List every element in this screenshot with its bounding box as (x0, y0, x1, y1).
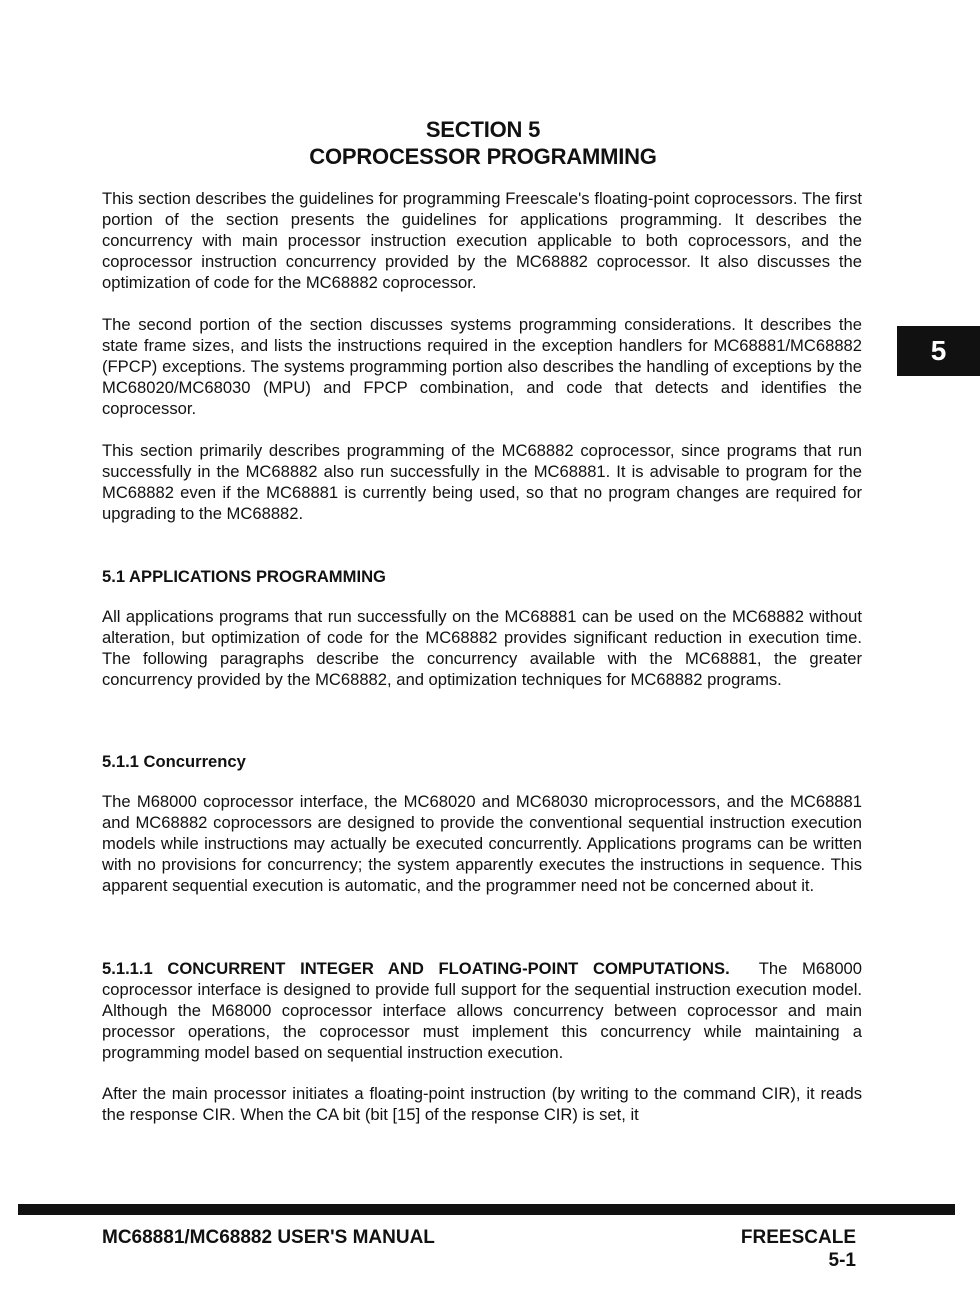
heading-concurrency: 5.1.1 Concurrency (102, 752, 246, 771)
intro-paragraph-2: The second portion of the section discusses systems programming considerations. It describes the state frame sizes, and lists the instructions required in the exception handlers for MC68881/MC68882 (FPCP) exceptions. The systems programming portion also describes the handling of exceptions by the MC68020/MC68030 (MPU) and FPCP combination, and code that detects and identifies the coprocessor. (102, 315, 862, 418)
concurrency-paragraph: The M68000 coprocessor interface, the MC68020 and MC68030 microprocessors, and the MC68881 and MC68882 coprocessors are designed to provide the conventional sequential instruction execution models while instructions may actually be executed concurrently. Applications programs can be written with no provisions for concurrency; the system apparently executes the instructions in sequence. This apparent sequential execution is automatic, and the programmer need not be concerned about it. (102, 792, 862, 895)
applications-paragraph: All applications programs that run successfully on the MC68881 can be used on the MC68882 without alteration, but optimization of code for the MC68882 provides significant reduction in execution time. The following paragraphs describe the concurrency available with the MC68881, the greater concurrency provided by the MC68882, and optimization techniques for MC68882 programs. (102, 607, 862, 689)
footer-company: FREESCALE (740, 1227, 856, 1248)
heading-applications-programming: 5.1 APPLICATIONS PROGRAMMING (102, 567, 386, 586)
footer-manual-title: MC68881/MC68882 USER'S MANUAL (102, 1227, 435, 1248)
footer-page-number: 5-1 (828, 1250, 856, 1271)
intro-paragraph-1: This section describes the guidelines for programming Freescale's floating-point coprocessors. The first portion of the section presents the guidelines for applications programming. It describes the concurrency with main processor instruction execution applicable to both coprocessors, and the coprocessor instruction concurrency provided by the MC68882 coprocessor. It also discusses the optimization of code for the MC68882 coprocessor. (102, 189, 862, 292)
section-tab-marker: 5 (897, 326, 980, 376)
footer-divider (18, 1204, 955, 1215)
section-number: SECTION 5 (425, 117, 541, 142)
heading-concurrent-computations: 5.1.1.1 CONCURRENT INTEGER AND FLOATING-POINT COMPUTATIONS. (102, 959, 730, 978)
section-title (0, 116, 966, 170)
footer-right-block (700, 1226, 856, 1272)
concurrent-computations-paragraph (102, 958, 862, 1063)
response-cir-paragraph: After the main processor initiates a floating-point instruction (by writing to the command CIR), it reads the response CIR. When the CA bit (bit [15] of the response CIR) is set, it (102, 1084, 862, 1124)
intro-paragraph-3: This section primarily describes programming of the MC68882 coprocessor, since programs that run successfully in the MC68882 also run successfully in the MC68881. It is advisable to program for the MC68882 even if the MC68881 is currently being used, so that no program changes are required for upgrading to the MC68882. (102, 441, 862, 523)
section-heading: COPROCESSOR PROGRAMMING (309, 144, 657, 169)
concurrent-computations-body: The M68000 coprocessor interface is designed to provide full support for the sequential instruction execution model. Although the M68000 coprocessor interface allows concurrency between coprocessor and main processor operations, the coprocessor must implement this concurrency while maintaining a programming model based on sequential instruction execution. (102, 959, 863, 1062)
